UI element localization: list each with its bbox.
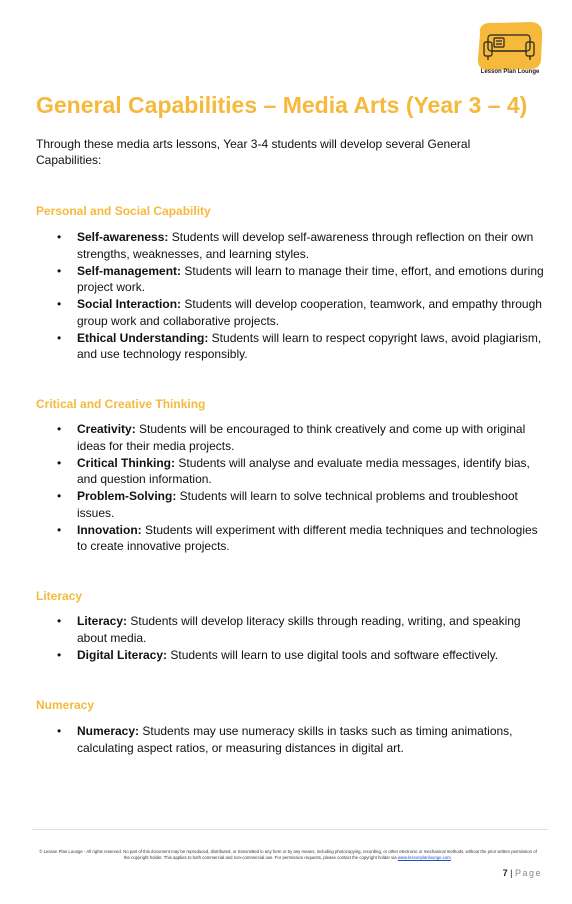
section-heading-numeracy: Numeracy bbox=[36, 698, 95, 712]
list-numeracy bbox=[36, 723, 546, 757]
intro-paragraph: Through these media arts lessons, Year 3-4 students will develop several General Capabilities: bbox=[36, 137, 471, 167]
bullet-icon: • bbox=[57, 263, 62, 278]
list-item bbox=[36, 723, 546, 756]
item-text: Students will learn to use digital tools and software effectively. bbox=[167, 647, 499, 662]
bullet-icon: • bbox=[57, 297, 62, 311]
copyright-notice bbox=[36, 849, 540, 861]
footer-divider bbox=[32, 829, 548, 830]
list-item bbox=[36, 330, 546, 363]
item-text: Students will learn to manage their time, effort, and emotions during project work. bbox=[77, 263, 544, 294]
list-item bbox=[36, 229, 546, 262]
item-term: Digital Literacy: bbox=[77, 647, 168, 662]
item-text: Students may use numeracy skills in tasks such as timing animations, calculating aspect ratios, or measuring distances in digital art. bbox=[77, 724, 513, 755]
bullet-icon: • bbox=[57, 422, 62, 436]
item-text: Students will develop literacy skills through reading, writing, and speaking about media. bbox=[77, 614, 521, 645]
item-text: Students will experiment with different media techniques and technologies to create innovative projects. bbox=[77, 522, 538, 553]
item-term: Innovation: bbox=[77, 522, 142, 537]
list-item bbox=[36, 263, 546, 296]
item-term: Social Interaction: bbox=[77, 297, 182, 311]
page-label: Page bbox=[514, 868, 542, 878]
item-term: Numeracy: bbox=[77, 724, 140, 738]
list-item bbox=[36, 488, 546, 521]
item-text: Students will develop self-awareness through reflection on their own strengths, weaknesses, and learning styles. bbox=[77, 230, 534, 261]
item-text: Students will learn to solve technical problems and troubleshoot issues. bbox=[77, 489, 518, 520]
list-item bbox=[36, 522, 546, 555]
item-term: Self-management: bbox=[77, 263, 182, 278]
item-term: Critical Thinking: bbox=[77, 455, 176, 470]
page-number-value: 7 bbox=[502, 868, 508, 878]
item-term: Literacy: bbox=[77, 614, 128, 628]
item-text: Students will learn to respect copyright laws, avoid plagiarism, and use technology responsibly. bbox=[77, 330, 542, 361]
list-item bbox=[36, 647, 546, 664]
item-term: Ethical Understanding: bbox=[77, 330, 209, 345]
page-number bbox=[503, 868, 542, 878]
logo-text: Lesson Plan Lounge bbox=[480, 69, 540, 75]
list-literacy bbox=[36, 613, 546, 664]
page-title: General Capabilities – Media Arts (Year 3 – 4) bbox=[36, 92, 528, 118]
bullet-icon: • bbox=[57, 489, 62, 503]
website-link[interactable]: www.lessonplanlounge.com bbox=[397, 855, 451, 860]
item-term: Self-awareness: bbox=[77, 230, 169, 244]
section-heading-literacy: Literacy bbox=[36, 589, 83, 603]
item-term: Problem-Solving: bbox=[77, 489, 177, 503]
page-number-separator: | bbox=[510, 868, 513, 878]
bullet-icon: • bbox=[57, 647, 62, 662]
bullet-icon: • bbox=[57, 230, 62, 244]
list-item bbox=[36, 421, 546, 454]
list-item bbox=[36, 613, 546, 646]
item-text: Students will develop cooperation, teamwork, and empathy through group work and collaborative projects. bbox=[77, 297, 542, 328]
bullet-icon: • bbox=[57, 330, 62, 345]
bullet-icon: • bbox=[57, 522, 62, 537]
section-heading-critical-creative: Critical and Creative Thinking bbox=[36, 397, 206, 411]
item-text: Students will analyse and evaluate media messages, identify bias, and question information. bbox=[77, 455, 530, 486]
copyright-text: © Lesson Plan Lounge - All rights reserved. No part of this document may be reproduced, distributed, or transmitted in any form or by any means, including photocopying, recording, or other electronic or mechanical methods, without the prior written permission of the copyright holder. This applies to both commercial and non-commercial use. For permission requests, please contact the copyright holder via bbox=[39, 849, 537, 860]
item-text: Students will be encouraged to think creatively and come up with original ideas for their media projects. bbox=[77, 422, 526, 453]
bullet-icon: • bbox=[57, 724, 62, 738]
bullet-icon: • bbox=[57, 614, 62, 628]
bullet-icon: • bbox=[57, 455, 62, 470]
section-heading-personal-social: Personal and Social Capability bbox=[36, 204, 211, 218]
copyright-end: . bbox=[450, 855, 453, 860]
list-item bbox=[36, 455, 546, 488]
list-personal-social bbox=[36, 229, 546, 363]
item-term: Creativity: bbox=[77, 422, 136, 436]
list-critical-creative bbox=[36, 421, 546, 555]
list-item bbox=[36, 296, 546, 329]
